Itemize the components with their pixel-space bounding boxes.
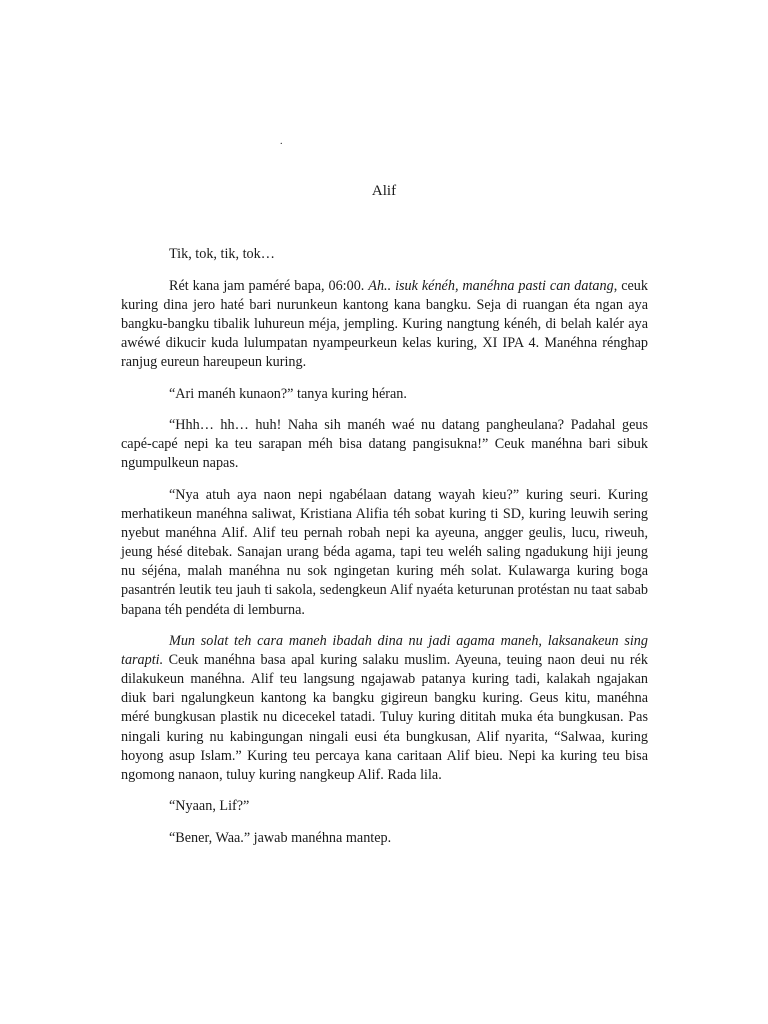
paragraph-8 — [121, 829, 648, 848]
paragraph-2-text-a: Rét kana jam paméré bapa, 06:00. — [169, 277, 369, 294]
paragraph-6-text-b: Ceuk manéhna basa apal kuring salaku muslim. Ayeuna, teuing naon deui nu rék dilakukeun manéhna. Alif teu langsung ngajawab patanya kuring tadi, kalakah ngajakan diuk bari ngalungkeun kantong ka bangku gigireun bangku kuring. Geus kitu, manéhna méré bungkusan plastik nu dicecekel tatadi. Tuluy kuring dititah muka éta bungkusan. Pas ningali kuring nu kabingungan ningali eusi éta bungkusan, Alif nyarita, “Salwaa, kuring hoyong asup Islam.” Kuring teu percaya kana caritaan Alif bieu. Nepi ka kuring teu bisa ngomong nanaon, tuluy kuring nangkeup Alif. Rada lila. — [121, 652, 648, 783]
stray-mark: . — [280, 136, 283, 147]
paragraph-6-italic-quote: Mun solat teh cara maneh ibadah dina nu jadi agama maneh, laksanakeun sing tarapti. — [121, 633, 648, 669]
paragraph-5 — [121, 486, 648, 620]
document-title: Alif — [371, 183, 397, 199]
paragraph-4 — [121, 416, 648, 473]
paragraph-2-text-c: , ceuk kuring dina jero haté bari nurunkeun kantong kana bangku. Seja di ruangan éta ngan aya bangku-bangku tibalik luhureun méja, jempling. Kuring nangtung kénéh, di belah kalér aya awéwé dikucir kuda lulumpatan nyampeurkeun kelas kuring, XI IPA 4. Manéhna rénghap ranjug eureun hareupeun kuring. — [121, 277, 648, 370]
paragraph-8-text: “Bener, Waa.” jawab manéhna mantep. — [169, 829, 392, 846]
paragraph-3 — [121, 385, 648, 404]
paragraph-6 — [121, 632, 648, 785]
paragraph-1 — [121, 245, 648, 264]
paragraph-5-text: “Nya atuh aya naon nepi ngabélaan datang wayah kieu?” kuring seuri. Kuring merhatikeun manéhna saliwat, Kristiana Alifia téh sobat kuring ti SD, kuring leuwih sering nyebut manéhna Alif. Alif teu pernah robah nepi ka ayeuna, angger geulis, lucu, riweuh, jeung hésé ditebak. Sanajan urang béda agama, tapi teu weléh saling ngadukung hiji jeung nu séjéna, malah manéhna nu sok ngingetan kuring méh solat. Kulawarga kuring boga pasantrén leutik teu jauh ti sakola, sedengkeun Alif nyaéta keturunan protéstan nu taat sabab bapana téh pendéta di lemburna. — [121, 486, 648, 618]
paragraph-1-text: Tik, tok, tik, tok… — [169, 246, 275, 262]
paragraph-2-italic-thought: Ah.. isuk kénéh, manéhna pasti can datang — [368, 277, 614, 294]
paragraph-7 — [121, 797, 648, 816]
paragraph-2 — [121, 277, 648, 372]
document-body — [121, 245, 648, 861]
paragraph-7-text: “Nyaan, Lif?” — [169, 798, 250, 815]
paragraph-3-text: “Ari manéh kunaon?” tanya kuring héran. — [169, 385, 407, 402]
paragraph-4-text: “Hhh… hh… huh! Naha sih manéh waé nu datang pangheulana? Padahal geus capé-capé nepi ka teu sarapan méh bisa datang pangisukna!” Ceuk manéhna bari sibuk ngumpulkeun napas. — [121, 417, 648, 472]
